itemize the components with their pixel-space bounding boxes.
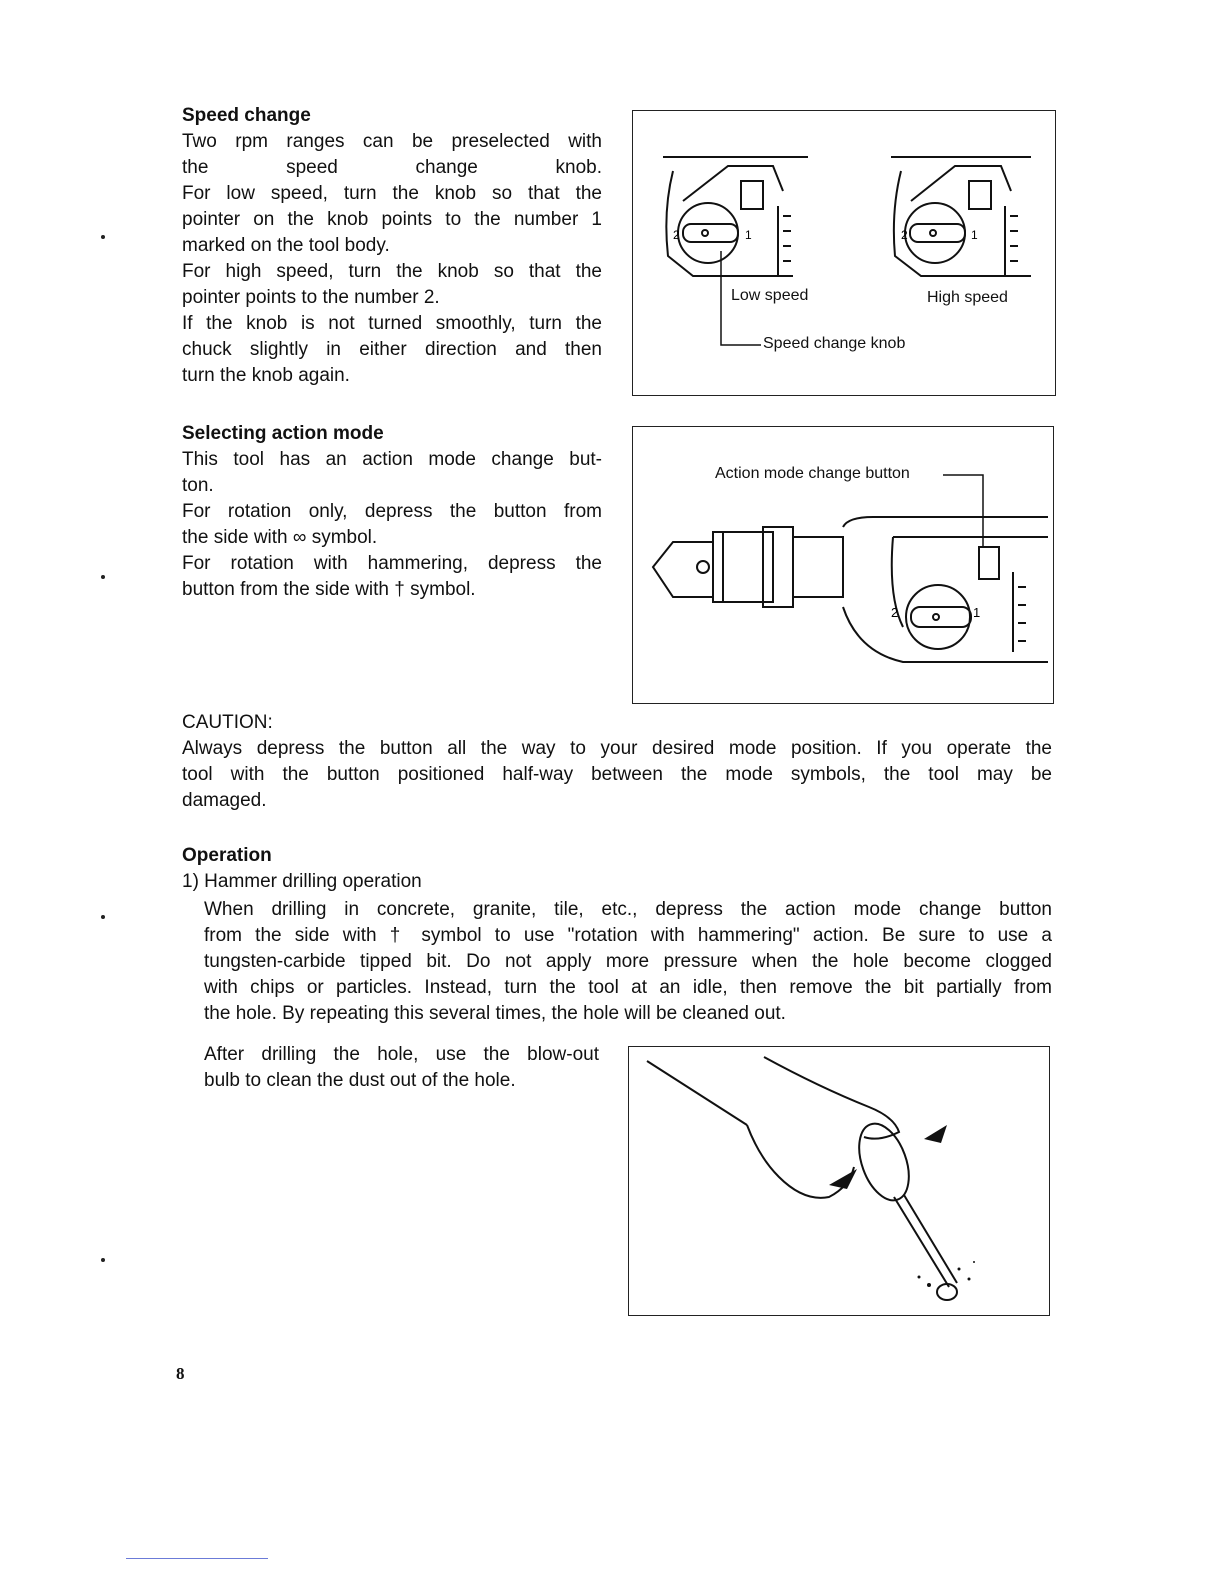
dial-number: 1 bbox=[971, 228, 978, 242]
text-line: This tool has an action mode change but- bbox=[182, 449, 602, 470]
text-line: chuck slightly in either direction and then bbox=[182, 339, 602, 360]
caution-section bbox=[182, 710, 1052, 814]
action-mode-figure bbox=[632, 426, 1054, 704]
text-line: Two rpm ranges can be preselected with bbox=[182, 131, 602, 152]
text-line: with chips or particles. Instead, turn the tool at an idle, then remove the bit partially from bbox=[204, 977, 1052, 998]
operation-heading: Operation bbox=[182, 845, 272, 866]
text-line: button from the side with † symbol. bbox=[182, 579, 476, 600]
text-line: Always depress the button all the way to your desired mode position. If you operate the bbox=[182, 738, 1052, 759]
text-line: For rotation with hammering, depress the bbox=[182, 553, 602, 574]
text-line: from the side with † symbol to use "rotation with hammering" action. Be sure to use a bbox=[204, 925, 1052, 946]
dial-number: 2 bbox=[673, 228, 680, 242]
blow-out-text bbox=[204, 1042, 599, 1094]
text-line: marked on the tool body. bbox=[182, 235, 390, 256]
operation-section bbox=[182, 843, 1052, 1027]
dial-number: 1 bbox=[745, 228, 752, 242]
action-mode-section bbox=[182, 421, 602, 603]
text-line: damaged. bbox=[182, 790, 267, 811]
speed-change-figure bbox=[632, 110, 1056, 396]
action-mode-heading: Selecting action mode bbox=[182, 423, 384, 444]
operation-item-title: 1) Hammer drilling operation bbox=[182, 871, 422, 892]
speed-change-text bbox=[182, 129, 602, 389]
text-line: tungsten-carbide tipped bit. Do not apply more pressure when the hole become clogged bbox=[204, 951, 1052, 972]
low-speed-label: Low speed bbox=[731, 287, 809, 304]
caution-title: CAUTION: bbox=[182, 712, 273, 733]
text-line: pointer points to the number 2. bbox=[182, 287, 440, 308]
text-line: bulb to clean the dust out of the hole. bbox=[204, 1070, 516, 1091]
blow-out-bulb-figure bbox=[628, 1046, 1050, 1316]
text-line: the speed change knob. bbox=[182, 157, 602, 178]
operation-text bbox=[204, 897, 1052, 1027]
margin-mark bbox=[101, 575, 105, 579]
page-number: 8 bbox=[176, 1364, 185, 1383]
text-line: the hole. By repeating this several times, the hole will be cleaned out. bbox=[204, 1003, 786, 1024]
dial-number: 2 bbox=[901, 228, 908, 242]
text-line: When drilling in concrete, granite, tile, etc., depress the action mode change button bbox=[204, 899, 1052, 920]
margin-mark bbox=[101, 915, 105, 919]
speed-change-knob-label: Speed change knob bbox=[763, 335, 906, 352]
dial-number: 2 bbox=[891, 605, 899, 620]
speed-change-section bbox=[182, 103, 602, 389]
dial-number: 1 bbox=[973, 605, 981, 620]
blow-out-text-block bbox=[204, 1042, 599, 1094]
text-line: For high speed, turn the knob so that the bbox=[182, 261, 602, 282]
text-line: For low speed, turn the knob so that the bbox=[182, 183, 602, 204]
text-line: After drilling the hole, use the blow-out bbox=[204, 1044, 599, 1065]
text-line: For rotation only, depress the button from bbox=[182, 501, 602, 522]
text-line: tool with the button positioned half-way between the mode symbols, the tool may be bbox=[182, 764, 1052, 785]
text-line: ton. bbox=[182, 475, 214, 496]
caution-text bbox=[182, 736, 1052, 814]
text-line: pointer on the knob points to the number 1 bbox=[182, 209, 602, 230]
margin-mark bbox=[101, 1258, 105, 1262]
text-line: turn the knob again. bbox=[182, 365, 350, 386]
text-line: If the knob is not turned smoothly, turn the bbox=[182, 313, 602, 334]
bottom-rule bbox=[126, 1558, 268, 1559]
hand-bulb-illustration bbox=[629, 1047, 1049, 1315]
high-speed-label: High speed bbox=[927, 289, 1008, 306]
text-line: the side with ∞ symbol. bbox=[182, 527, 378, 548]
action-mode-text bbox=[182, 447, 602, 603]
action-mode-button-label: Action mode change button bbox=[715, 465, 910, 482]
speed-change-heading: Speed change bbox=[182, 105, 311, 126]
margin-mark bbox=[101, 235, 105, 239]
